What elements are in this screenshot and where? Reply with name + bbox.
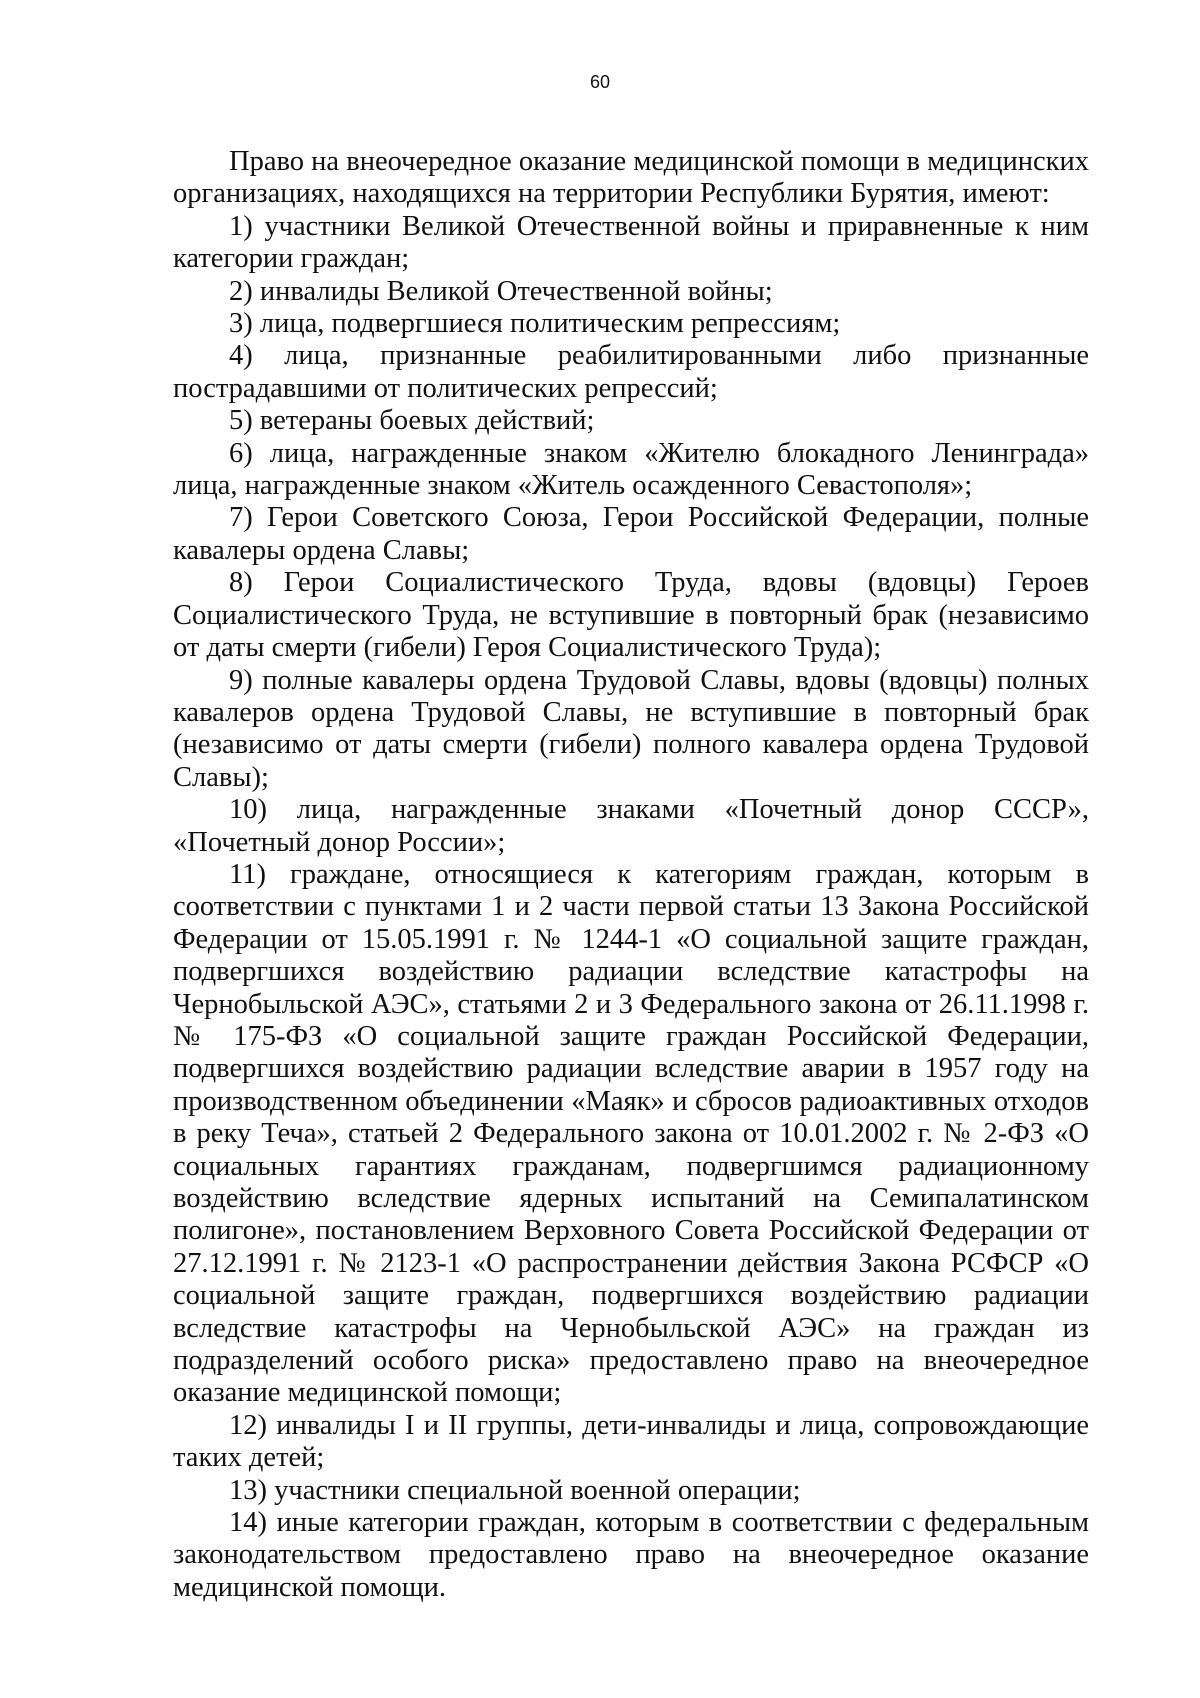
list-item-11: 11) граждане, относящиеся к категориям граждан, которым в соответствии с пунктами 1 и 2 части первой статьи 13 Закона Российской Федерации от 15.05.1991 г. № 1244-1 «О социальной защите граждан, подвергшихся воздействию радиации вследствие катастрофы на Чернобыльской АЭС», статьями 2 и 3 Федерального закона от 26.11.1998 г. № 175-ФЗ «О социальной защите граждан Российской Федерации, подвергшихся воздействию радиации вследствие аварии в 1957 году на производственном объединении «Маяк» и сбросов радиоактивных отходов в реку Теча», статьей 2 Федерального закона от 10.01.2002 г. № 2-ФЗ «О социальных гарантиях гражданам, подвергшимся радиационному воздействию вследствие ядерных испытаний на Семипалатинском полигоне», постановлением Верховного Совета Российской Федерации от 27.12.1991 г. № 2123-1 «О распространении действия Закона РСФСР «О социальной защите граждан, подвергшихся воздействию радиации вследствие катастрофы на Чернобыльской АЭС» на граждан из подразделений особого риска» предоставлено право на внеочередное оказание медицинской помощи; [173,858,1089,1409]
list-item-12: 12) инвалиды I и II группы, дети-инвалиды и лица, сопровождающие таких детей; [173,1409,1089,1474]
list-item-3: 3) лица, подвергшиеся политическим репрессиям; [229,308,841,340]
page-number: 60 [589,72,611,92]
list-item-1: 1) участники Великой Отечественной войны и приравненные к ним категории граждан; [173,210,1089,275]
list-item-7: 7) Герои Советского Союза, Герои Российской Федерации, полные кавалеры ордена Славы; [173,502,1089,566]
intro-paragraph: Право на внеочередное оказание медицинской помощи в медицинских организациях, находящихся на территории Республики Бурятия, имеют: [173,146,1089,210]
list-item-9: 9) полные кавалеры ордена Трудовой Славы, вдовы (вдовцы) полных кавалеров ордена Трудовой Славы, не вступившие в повторный брак (независимо от даты смерти (гибели) полного кавалера ордена Трудовой Славы); [173,664,1089,793]
list-item-5: 5) ветераны боевых действий; [229,405,595,437]
list-item-13: 13) участники специальной военной операции; [229,1474,801,1506]
list-item-4: 4) лица, признанные реабилитированными либо признанные пострадавшими от политических репрессий; [173,340,1089,404]
list-item-8: 8) Герои Социалистического Труда, вдовы (вдовцы) Героев Социалистического Труда, не вступившие в повторный брак (независимо от даты смерти (гибели) Героя Социалистического Труда); [173,567,1089,664]
list-item-2: 2) инвалиды Великой Отечественной войны; [229,275,773,307]
list-item-14: 14) иные категории граждан, которым в соответствии с федеральным законодательством предоставлено право на внеочередное оказание медицинской помощи. [173,1507,1089,1603]
document-body [173,146,1089,1604]
list-item-6: 6) лица, награжденные знаком «Жителю блокадного Ленинграда» лица, награжденные знаком «Житель осажденного Севастополя»; [173,437,1089,502]
list-item-10: 10) лица, награжденные знаками «Почетный донор СССР», «Почетный донор России»; [173,794,1089,858]
